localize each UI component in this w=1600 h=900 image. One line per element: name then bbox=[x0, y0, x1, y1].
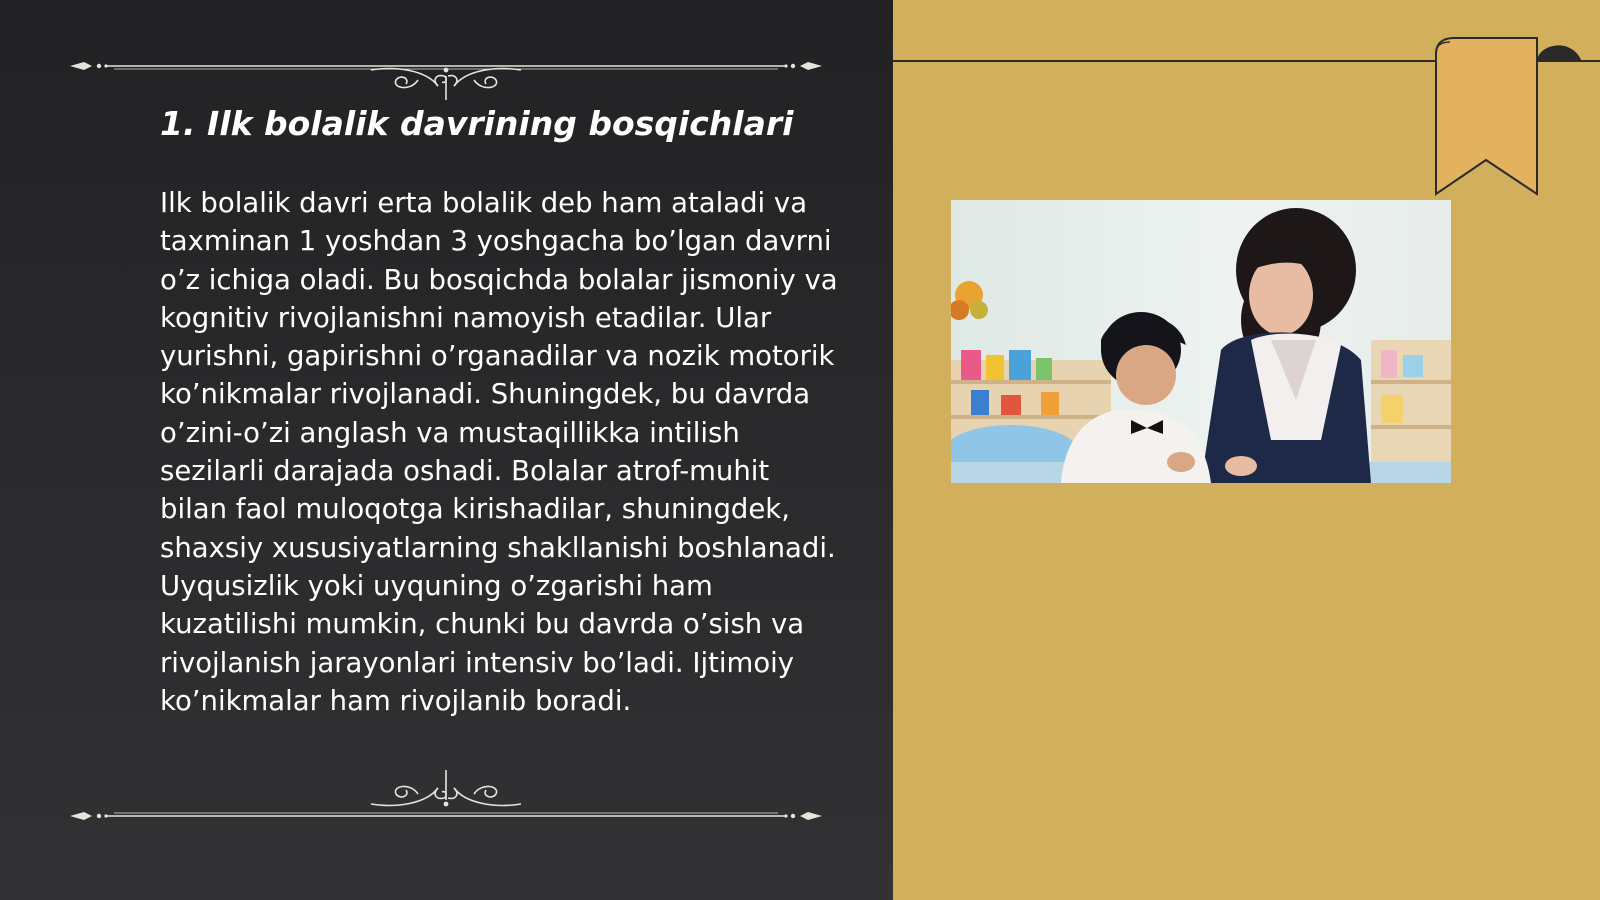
slide-body-text: Ilk bolalik davri erta bolalik deb ham ataladi va taxminan 1 yoshdan 3 yoshgacha bo’lgan davrni o’z ichiga oladi. Bu bosqichda bolalar jismoniy va kognitiv rivojlanishni namoyish etadilar. Ular yurishni, gapirishni o’rganadilar va nozik motorik ko’nikmalar rivojlanadi. Shuningdek, bu davrda o’zini-o’zi anglash va mustaqillikka intilish sezilarli darajada oshadi. Bolalar atrof-muhit bilan faol muloqotga kirishadilar, shuningdek, shaxsiy xususiyatlarning shakllanishi boshlanadi. Uyqusizlik yoki uyquning o’zgarishi ham kuzatilishi mumkin, chunki bu davrda o’sish va rivojlanish jarayonlari intensiv bo’ladi. Ijtimoiy ko’nikmalar ham rivojlanib boradi. bbox=[160, 187, 838, 717]
slide-title: 1. Ilk bolalik davrining bosqichlari bbox=[160, 104, 794, 143]
teacher-helping-child-photo bbox=[951, 200, 1451, 483]
bookmark-ribbon-icon bbox=[1432, 34, 1600, 202]
bottom-scroll-divider-icon bbox=[66, 770, 826, 830]
top-scroll-divider-icon bbox=[66, 40, 826, 100]
